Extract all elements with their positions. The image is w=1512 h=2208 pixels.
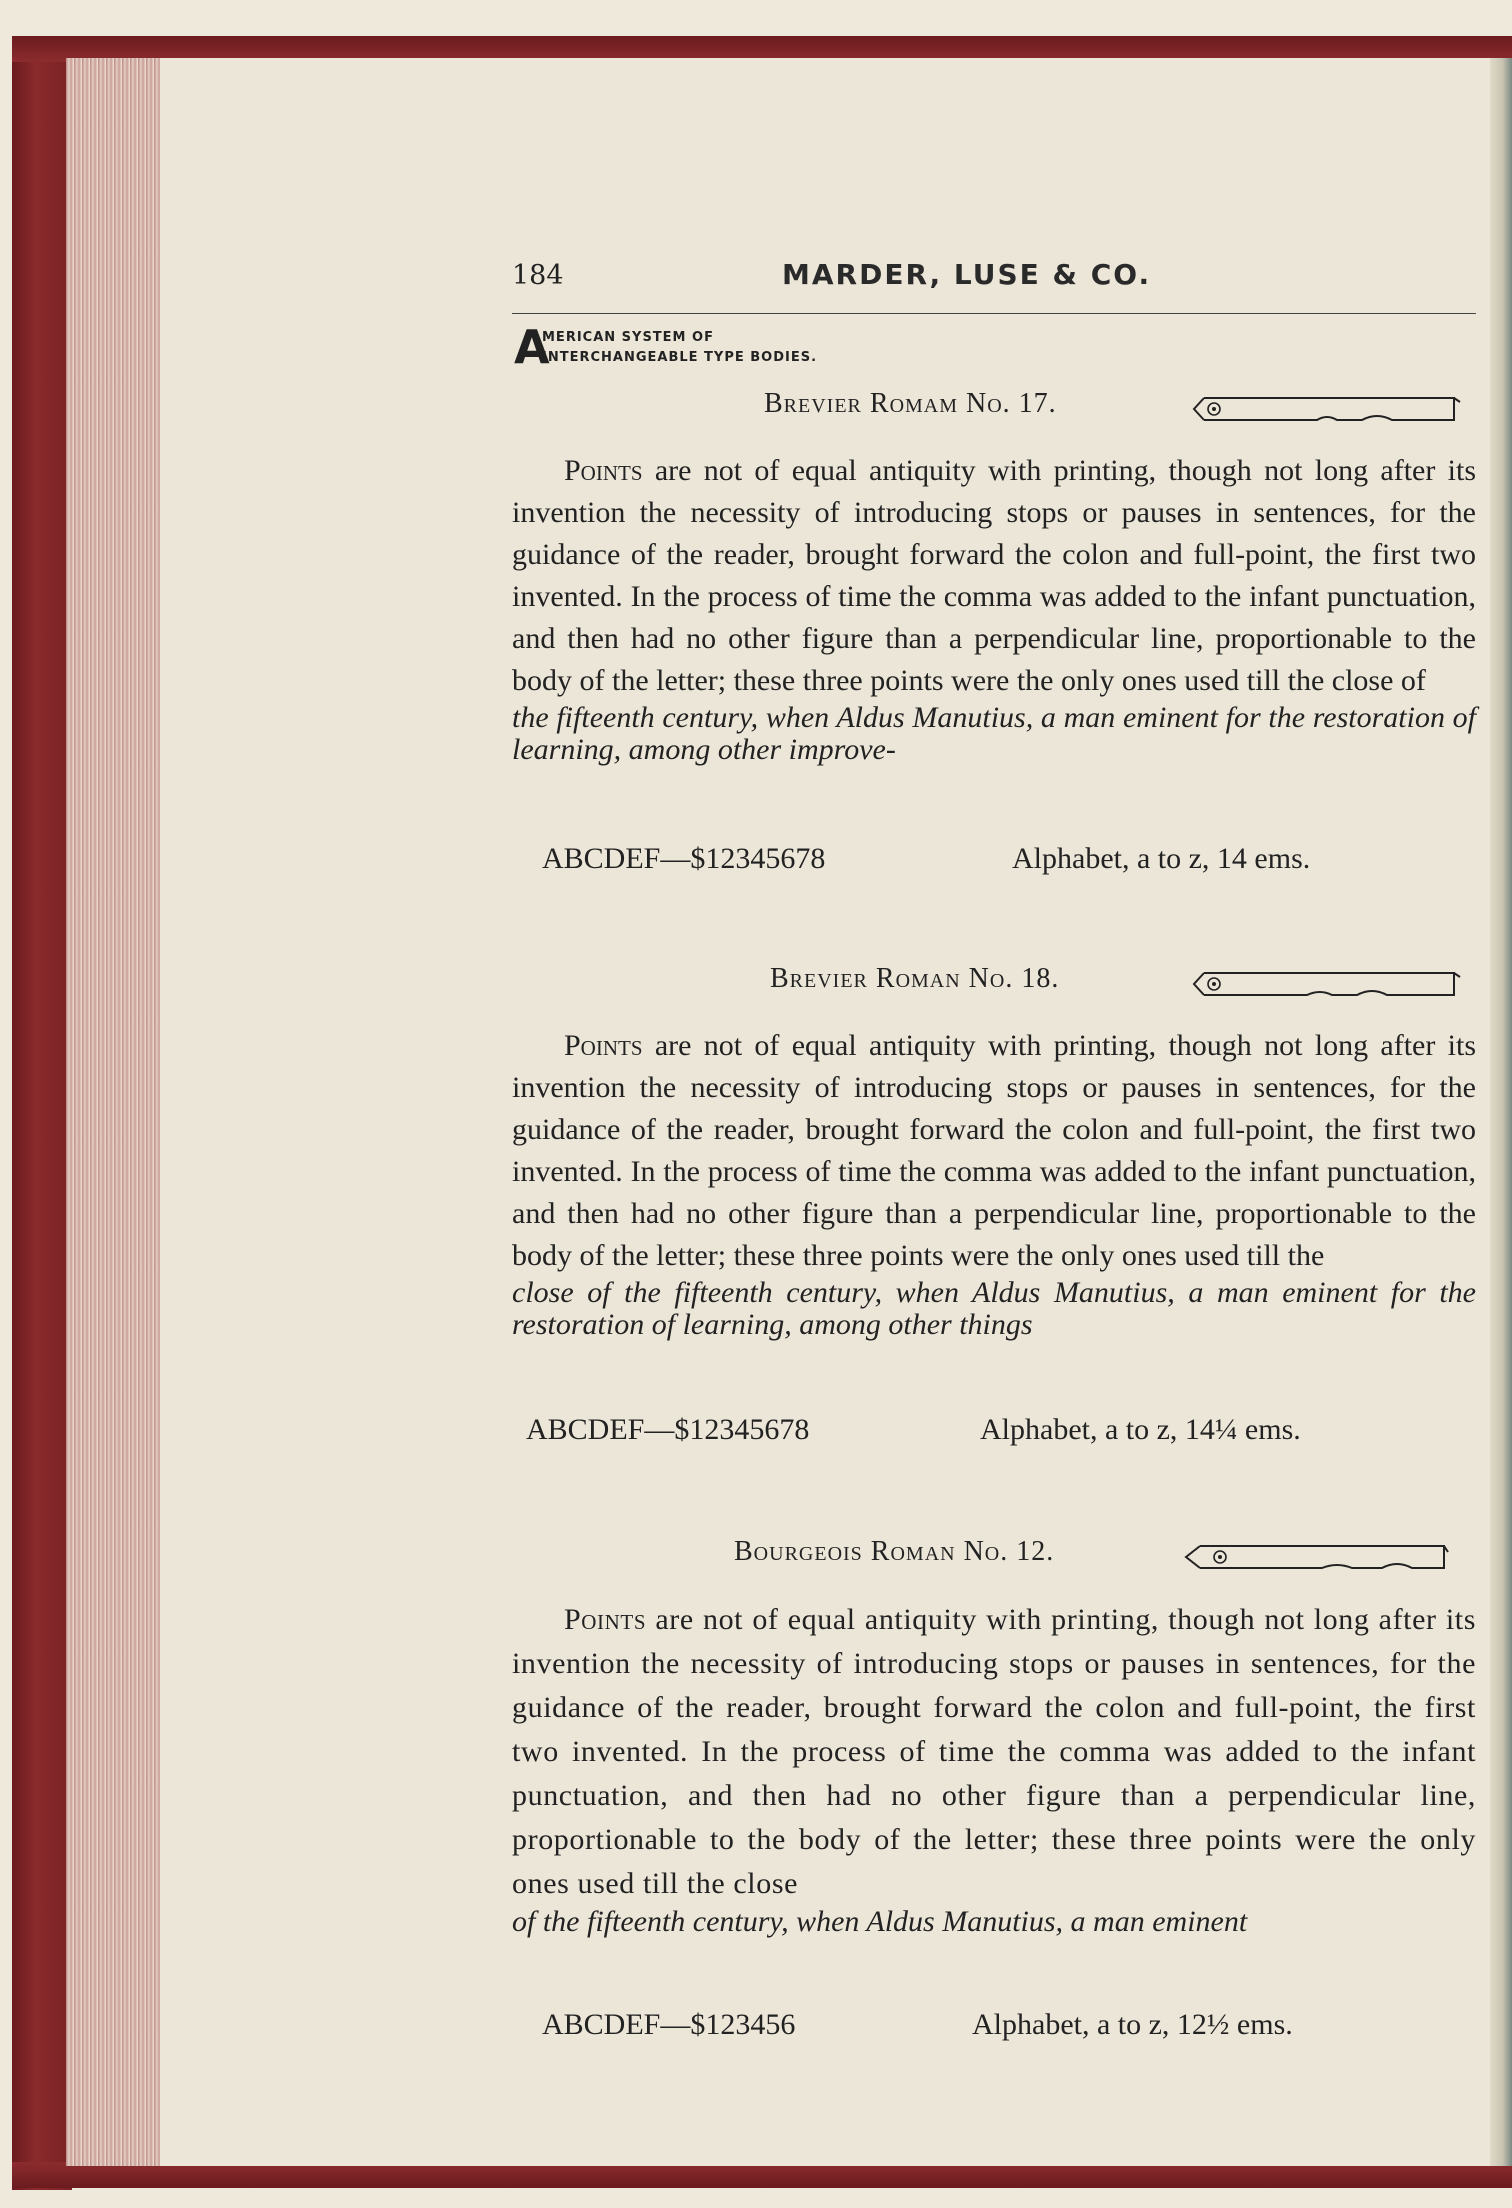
italic-text: close of the fifteenth century, when Aldus Manutius, a man eminent for the restoration of learning, among other things bbox=[512, 1276, 1476, 1341]
type-gauge-icon bbox=[1182, 1542, 1452, 1572]
alphabet-note: Alphabet, a to z, 14¼ ems. bbox=[980, 1413, 1301, 1446]
roman-text: are not of equal antiquity with printing, though not long after its invention the necessity of introducing stops or pauses in sentences, for the guidance of the reader, brought forward the colon and full-point, the first two invented. In the process of time the comma was added to the infant punctuation, and then had no other figure than a perpendicular line, proportionable to the body of the letter; these three points were the only ones used till the bbox=[512, 1029, 1477, 1272]
header-rule bbox=[512, 313, 1476, 314]
page-edges bbox=[66, 58, 166, 2166]
italic-text: of the fifteenth century, when Aldus Manutius, a man eminent bbox=[512, 1905, 1248, 1938]
right-page-edge bbox=[1488, 58, 1512, 2166]
book-spine bbox=[12, 40, 72, 2190]
specimen-body bbox=[512, 1598, 1476, 1938]
type-gauge-icon bbox=[1192, 969, 1462, 999]
system-line-2: INTERCHANGEABLE TYPE BODIES. bbox=[542, 350, 818, 365]
lead-word: Points bbox=[564, 1603, 647, 1636]
book-page bbox=[160, 58, 1490, 2166]
alphabet-sample: ABCDEF—$12345678 bbox=[542, 842, 826, 875]
specimen-body bbox=[512, 450, 1476, 766]
alphabet-line bbox=[542, 842, 1476, 876]
type-gauge-icon bbox=[1192, 394, 1462, 424]
alphabet-note: Alphabet, a to z, 12½ ems. bbox=[972, 2008, 1293, 2041]
firm-name: MARDER, LUSE & CO. bbox=[782, 258, 1152, 291]
italic-text: the fifteenth century, when Aldus Manutius, a man eminent for the restoration of learning, among other improve- bbox=[512, 701, 1476, 766]
specimen-heading: Bourgeois Roman No. 12. bbox=[734, 1536, 1055, 1567]
specimen-heading: Brevier Romam No. 17. bbox=[764, 388, 1057, 419]
system-dropcap: A bbox=[514, 320, 550, 374]
lead-word: Points bbox=[564, 454, 643, 487]
alphabet-sample: ABCDEF—$12345678 bbox=[526, 1413, 810, 1446]
alphabet-sample: ABCDEF—$123456 bbox=[542, 2008, 796, 2041]
roman-text: are not of equal antiquity with printing, though not long after its invention the necessity of introducing stops or pauses in sentences, for the guidance of the reader, brought forward the colon and full-point, the first two invented. In the process of time the comma was added to the infant punctuation, and then had no other figure than a perpendicular line, proportionable to the body of the letter; these three points were the only ones used till the close of bbox=[512, 454, 1477, 697]
running-head bbox=[512, 258, 1476, 298]
page-number: 184 bbox=[512, 260, 564, 291]
roman-text: are not of equal antiquity with printing, though not long after its invention the necessity of introducing stops or pauses in sentences, for the guidance of the reader, brought forward the colon and full-point, the first two invented. In the process of time the comma was added to the infant punctuation, and then had no other figure than a perpendicular line, proportionable to the body of the letter; these three points were the only ones used till the close bbox=[512, 1603, 1476, 1900]
alphabet-line bbox=[542, 2008, 1476, 2042]
specimen-heading: Brevier Roman No. 18. bbox=[770, 963, 1060, 994]
specimen-body bbox=[512, 1025, 1476, 1341]
alphabet-line bbox=[526, 1413, 1460, 1447]
system-line-1: MERICAN SYSTEM OF bbox=[542, 330, 714, 345]
alphabet-note: Alphabet, a to z, 14 ems. bbox=[1012, 842, 1311, 875]
lead-word: Points bbox=[564, 1029, 643, 1062]
system-heading bbox=[514, 322, 1014, 382]
